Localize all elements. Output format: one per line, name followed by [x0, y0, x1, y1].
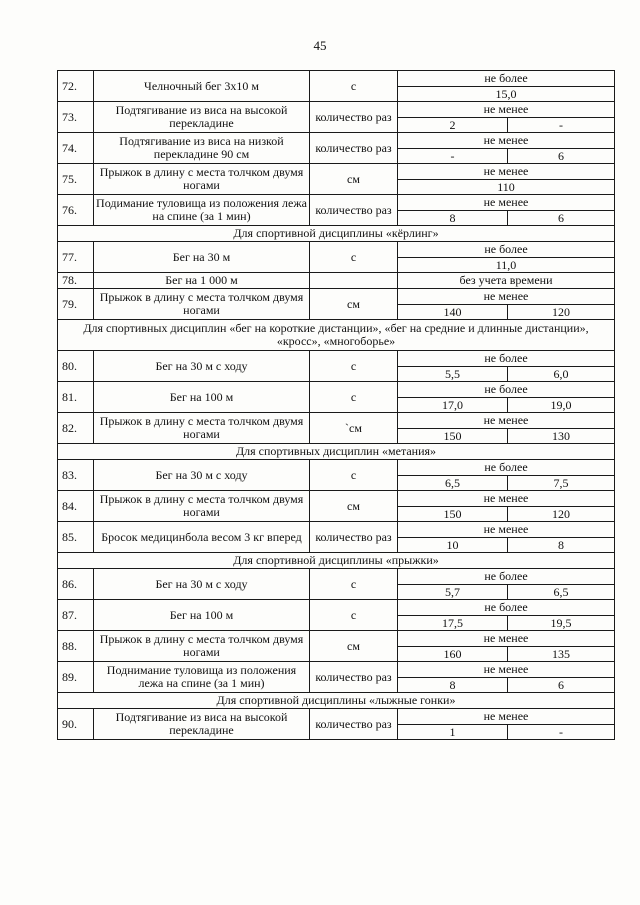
- unit-cell: см: [310, 164, 398, 195]
- row-number: 89.: [58, 662, 94, 693]
- value-cell: 120: [508, 507, 615, 522]
- value-cell: 6,5: [398, 476, 508, 491]
- value-cell: 7,5: [508, 476, 615, 491]
- row-number: 80.: [58, 351, 94, 382]
- value-cell: 135: [508, 647, 615, 662]
- condition-label: не более: [398, 382, 615, 398]
- value-cell: 17,0: [398, 398, 508, 413]
- exercise-name: Подтягивание из виса на низкой перекладине 90 см: [94, 133, 310, 164]
- section-title: Для спортивной дисциплины «прыжки»: [58, 553, 615, 569]
- value-cell: 11,0: [398, 258, 615, 273]
- unit-cell: см: [310, 631, 398, 662]
- row-number: 73.: [58, 102, 94, 133]
- value-cell: 6: [508, 678, 615, 693]
- table-row: [58, 195, 615, 211]
- unit-cell: количество раз: [310, 133, 398, 164]
- value-cell: -: [508, 118, 615, 133]
- unit-cell: с: [310, 600, 398, 631]
- value-cell: 6: [508, 211, 615, 226]
- value-cell: 150: [398, 429, 508, 444]
- condition-label: не менее: [398, 709, 615, 725]
- table-row: [58, 382, 615, 398]
- table-row: [58, 273, 615, 289]
- condition-label: не менее: [398, 102, 615, 118]
- value-cell: 2: [398, 118, 508, 133]
- row-number: 85.: [58, 522, 94, 553]
- exercise-name: Прыжок в длину с места толчком двумя ногами: [94, 631, 310, 662]
- section-header-row: [58, 226, 615, 242]
- table-row: [58, 289, 615, 305]
- condition-label: не менее: [398, 195, 615, 211]
- value-cell: 150: [398, 507, 508, 522]
- standards-table: [57, 70, 615, 740]
- value-cell: 17,5: [398, 616, 508, 631]
- row-number: 78.: [58, 273, 94, 289]
- table-row: [58, 631, 615, 647]
- value-cell: 8: [508, 538, 615, 553]
- row-number: 74.: [58, 133, 94, 164]
- section-title: Для спортивной дисциплины «кёрлинг»: [58, 226, 615, 242]
- value-cell: 8: [398, 211, 508, 226]
- condition-label: не более: [398, 569, 615, 585]
- unit-cell: количество раз: [310, 662, 398, 693]
- value-cell: 5,5: [398, 367, 508, 382]
- exercise-name: Бег на 100 м: [94, 600, 310, 631]
- table-row: [58, 569, 615, 585]
- condition-label: не более: [398, 351, 615, 367]
- value-cell: 1: [398, 725, 508, 740]
- table-row: [58, 164, 615, 180]
- value-cell: -: [508, 725, 615, 740]
- value-cell: 140: [398, 305, 508, 320]
- row-number: 75.: [58, 164, 94, 195]
- exercise-name: Челночный бег 3х10 м: [94, 71, 310, 102]
- table-row: [58, 491, 615, 507]
- row-number: 81.: [58, 382, 94, 413]
- condition-label: не более: [398, 600, 615, 616]
- condition-label: без учета времени: [398, 273, 615, 289]
- row-number: 79.: [58, 289, 94, 320]
- exercise-name: Бег на 1 000 м: [94, 273, 310, 289]
- exercise-name: Подтягивание из виса на высокой перекладине: [94, 709, 310, 740]
- value-cell: 6,0: [508, 367, 615, 382]
- exercise-name: Подимание туловища из положения лежа на спине (за 1 мин): [94, 195, 310, 226]
- unit-cell: количество раз: [310, 522, 398, 553]
- page-number: 45: [313, 38, 327, 53]
- exercise-name: Поднимание туловища из положения лежа на спине (за 1 мин): [94, 662, 310, 693]
- exercise-name: Прыжок в длину с места толчком двумя ногами: [94, 413, 310, 444]
- value-cell: 110: [398, 180, 615, 195]
- row-number: 72.: [58, 71, 94, 102]
- table-row: [58, 460, 615, 476]
- section-title: Для спортивных дисциплин «бег на короткие дистанции», «бег на средние и длинные дистанции», «кросс», «многоборье»: [58, 320, 615, 351]
- row-number: 77.: [58, 242, 94, 273]
- table-row: [58, 102, 615, 118]
- table-row: [58, 600, 615, 616]
- table-row: [58, 709, 615, 725]
- section-title: Для спортивной дисциплины «лыжные гонки»: [58, 693, 615, 709]
- condition-label: не более: [398, 71, 615, 87]
- section-header-row: [58, 444, 615, 460]
- unit-cell: количество раз: [310, 709, 398, 740]
- unit-cell: с: [310, 71, 398, 102]
- exercise-name: Бег на 30 м с ходу: [94, 460, 310, 491]
- exercise-name: Прыжок в длину с места толчком двумя ногами: [94, 289, 310, 320]
- table-row: [58, 413, 615, 429]
- value-cell: 6: [508, 149, 615, 164]
- table-row: [58, 522, 615, 538]
- value-cell: 19,0: [508, 398, 615, 413]
- condition-label: не более: [398, 242, 615, 258]
- value-cell: 8: [398, 678, 508, 693]
- value-cell: -: [398, 149, 508, 164]
- value-cell: 120: [508, 305, 615, 320]
- table-row: [58, 242, 615, 258]
- section-header-row: [58, 553, 615, 569]
- unit-cell: см: [310, 491, 398, 522]
- exercise-name: Бег на 30 м: [94, 242, 310, 273]
- section-header-row: [58, 320, 615, 351]
- condition-label: не менее: [398, 631, 615, 647]
- exercise-name: Прыжок в длину с места толчком двумя ногами: [94, 491, 310, 522]
- value-cell: 130: [508, 429, 615, 444]
- row-number: 90.: [58, 709, 94, 740]
- exercise-name: Бег на 30 м с ходу: [94, 569, 310, 600]
- condition-label: не менее: [398, 522, 615, 538]
- row-number: 87.: [58, 600, 94, 631]
- section-title: Для спортивных дисциплин «метания»: [58, 444, 615, 460]
- condition-label: не менее: [398, 413, 615, 429]
- value-cell: 10: [398, 538, 508, 553]
- section-header-row: [58, 693, 615, 709]
- exercise-name: Бег на 30 м с ходу: [94, 351, 310, 382]
- row-number: 88.: [58, 631, 94, 662]
- value-cell: 19,5: [508, 616, 615, 631]
- unit-cell: количество раз: [310, 102, 398, 133]
- value-cell: 5,7: [398, 585, 508, 600]
- condition-label: не менее: [398, 491, 615, 507]
- unit-cell: `см: [310, 413, 398, 444]
- exercise-name: Подтягивание из виса на высокой перекладине: [94, 102, 310, 133]
- value-cell: 15,0: [398, 87, 615, 102]
- unit-cell: [310, 273, 398, 289]
- exercise-name: Бег на 100 м: [94, 382, 310, 413]
- unit-cell: с: [310, 382, 398, 413]
- condition-label: не менее: [398, 289, 615, 305]
- unit-cell: см: [310, 289, 398, 320]
- table-row: [58, 662, 615, 678]
- row-number: 82.: [58, 413, 94, 444]
- unit-cell: с: [310, 460, 398, 491]
- unit-cell: с: [310, 242, 398, 273]
- table-row: [58, 71, 615, 87]
- row-number: 83.: [58, 460, 94, 491]
- row-number: 76.: [58, 195, 94, 226]
- condition-label: не менее: [398, 662, 615, 678]
- condition-label: не более: [398, 460, 615, 476]
- table-row: [58, 351, 615, 367]
- unit-cell: количество раз: [310, 195, 398, 226]
- value-cell: 160: [398, 647, 508, 662]
- condition-label: не менее: [398, 164, 615, 180]
- unit-cell: с: [310, 351, 398, 382]
- exercise-name: Бросок медицинбола весом 3 кг вперед: [94, 522, 310, 553]
- unit-cell: с: [310, 569, 398, 600]
- condition-label: не менее: [398, 133, 615, 149]
- value-cell: 6,5: [508, 585, 615, 600]
- exercise-name: Прыжок в длину с места толчком двумя ногами: [94, 164, 310, 195]
- row-number: 86.: [58, 569, 94, 600]
- table-row: [58, 133, 615, 149]
- row-number: 84.: [58, 491, 94, 522]
